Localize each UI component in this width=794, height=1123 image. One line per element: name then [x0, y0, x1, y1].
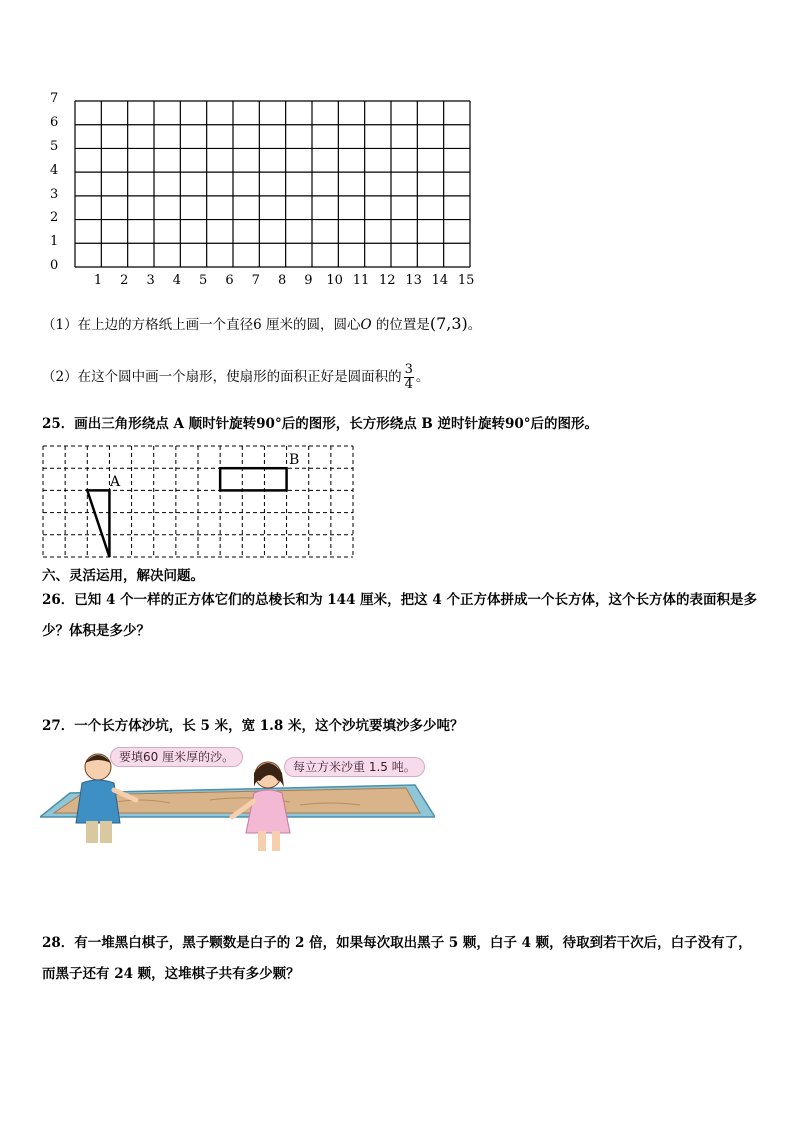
- x-tick-label: 13: [405, 273, 422, 288]
- section6-heading: 六、灵活运用，解决问题。: [42, 568, 204, 584]
- q28-line1: 28．有一堆黑白棋子，黑子颗数是白子的 2 倍，如果每次取出黑子 5 颗，白子 4 颗，待取到若干次后，白子没有了，: [42, 935, 752, 951]
- y-tick-label: 1: [50, 234, 59, 250]
- y-tick-label: 7: [50, 91, 59, 107]
- q24-part1: [42, 314, 481, 335]
- q24-part2-end: 。: [415, 369, 430, 385]
- x-tick-label: 1: [93, 273, 103, 288]
- triangle-shape: [87, 490, 109, 557]
- speech-bubble-boy: 要填60 厘米厚的沙。: [110, 747, 243, 767]
- x-tick-label: 8: [277, 273, 287, 288]
- rotation-grid: [40, 443, 360, 563]
- y-tick-label: 5: [50, 139, 59, 154]
- q25-question: 25．画出三角形绕点 A 顺时针旋转90°后的图形，长方形绕点 B 逆时针旋转90°后的图形。: [42, 416, 599, 432]
- rectangle-shape: [220, 468, 286, 490]
- x-tick-label: 2: [120, 273, 129, 288]
- sandpit-illustration: [40, 745, 435, 855]
- x-tick-label: 14: [431, 273, 449, 288]
- q28-line2: 而黑子还有 24 颗，这堆棋子共有多少颗？: [42, 966, 300, 982]
- q24-part1-end: 。: [467, 317, 482, 333]
- q24-part2-text: （2）在这个圆中画一个扇形，使扇形的面积正好是圆面积的: [42, 369, 402, 385]
- q24-center-variable: O: [360, 317, 372, 333]
- y-tick-label: 3: [50, 186, 59, 202]
- y-tick-label: 0: [50, 258, 59, 273]
- x-tick-label: 15: [457, 273, 475, 288]
- q24-center-coordinate: (7,3): [429, 314, 468, 333]
- y-tick-label: 2: [50, 210, 59, 226]
- x-tick-label: 9: [304, 273, 313, 288]
- q26-line2: 少？体积是多少？: [42, 623, 150, 639]
- x-tick-label: 11: [352, 273, 370, 288]
- fraction-numerator: 3: [404, 362, 413, 377]
- boy-figure: [76, 754, 136, 843]
- q24-part1-text: （1）在上边的方格纸上画一个直径6 厘米的圆，圆心: [42, 317, 361, 333]
- x-tick-label: 4: [172, 273, 182, 288]
- y-tick-label: 4: [50, 162, 59, 178]
- point-b-label: B: [289, 452, 300, 468]
- x-tick-label: 10: [326, 273, 343, 288]
- q27-question: 27．一个长方体沙坑，长 5 米，宽 1.8 米，这个沙坑要填沙多少吨？: [42, 718, 464, 734]
- q24-part2: [42, 360, 429, 394]
- y-tick-label: 6: [50, 115, 59, 131]
- x-tick-label: 5: [199, 273, 208, 288]
- q26-line1: 26．已知 4 个一样的正方体它们的总棱长和为 144 厘米，把这 4 个正方体拼成一个长方体，这个长方体的表面积是多: [42, 592, 757, 608]
- coordinate-grid: [0, 0, 794, 300]
- fraction-denominator: 4: [404, 377, 413, 392]
- q24-part1-mid: 的位置是: [371, 317, 430, 333]
- x-tick-label: 3: [146, 273, 155, 288]
- x-tick-label: 7: [251, 273, 260, 288]
- point-a-label: A: [110, 474, 121, 490]
- speech-bubble-girl: 每立方米沙重 1.5 吨。: [284, 757, 425, 777]
- x-tick-label: 12: [379, 273, 396, 288]
- fraction-three-quarters: [404, 363, 414, 392]
- x-tick-label: 6: [225, 273, 234, 288]
